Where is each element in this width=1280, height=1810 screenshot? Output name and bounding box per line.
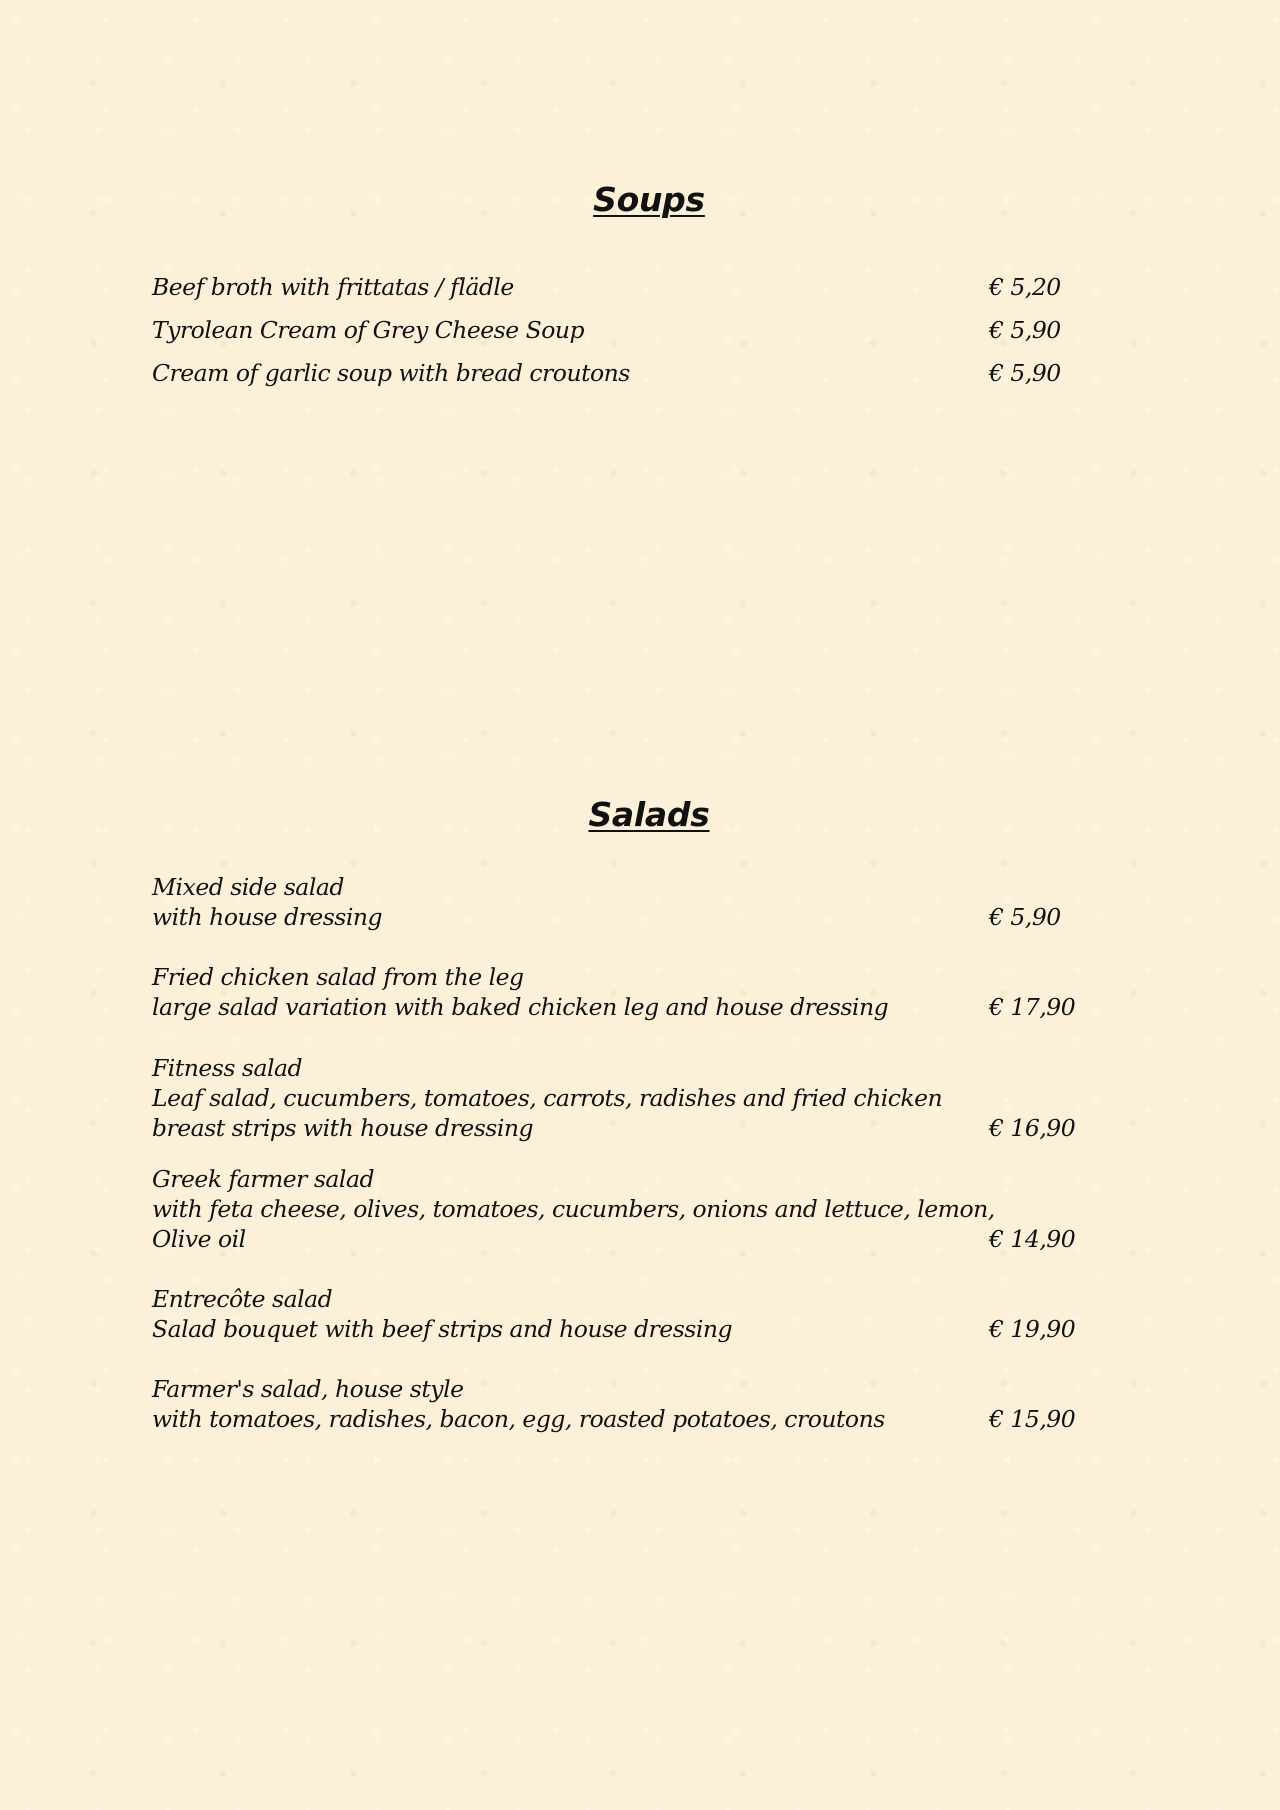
salads-heading: Salads <box>588 795 710 834</box>
item-name: Mixed side salad <box>152 873 344 901</box>
item-name: Greek farmer salad <box>152 1165 375 1193</box>
item-name: Fitness salad <box>152 1054 303 1082</box>
item-name: Farmer's salad, house style <box>152 1375 464 1403</box>
item-description: breast strips with house dressing <box>152 1114 534 1142</box>
item-price: € 5,90 <box>989 903 1061 931</box>
menu-item-salad <box>152 1284 1076 1344</box>
item-name: Beef broth with frittatas / flädle <box>152 273 514 301</box>
item-description: with feta cheese, olives, tomatoes, cucumbers, onions and lettuce, lemon, <box>152 1195 995 1223</box>
item-price: € 17,90 <box>989 993 1076 1021</box>
menu-item-salad <box>152 872 1072 932</box>
soups-heading: Soups <box>593 180 705 219</box>
item-description: large salad variation with baked chicken leg and house dressing <box>152 993 889 1021</box>
menu-item-soup <box>152 309 1072 351</box>
item-price: € 5,90 <box>989 316 1061 344</box>
item-description: with house dressing <box>152 903 383 931</box>
item-name: Tyrolean Cream of Grey Cheese Soup <box>152 316 585 344</box>
menu-item-salad <box>152 962 1076 1022</box>
menu-item-soup <box>152 352 1072 394</box>
item-description: Salad bouquet with beef strips and house dressing <box>152 1315 733 1343</box>
menu-item-soup <box>152 266 1072 308</box>
item-name: Fried chicken salad from the leg <box>152 963 524 991</box>
item-price: € 14,90 <box>989 1225 1076 1253</box>
menu-item-salad <box>152 1374 1076 1434</box>
item-price: € 16,90 <box>989 1114 1076 1142</box>
item-name: Entrecôte salad <box>152 1285 333 1313</box>
item-description: Olive oil <box>152 1225 246 1253</box>
item-price: € 19,90 <box>989 1315 1076 1343</box>
item-description: with tomatoes, radishes, bacon, egg, roasted potatoes, croutons <box>152 1405 885 1433</box>
item-description: Leaf salad, cucumbers, tomatoes, carrots, radishes and fried chicken <box>152 1084 943 1112</box>
item-price: € 5,20 <box>989 273 1061 301</box>
item-price: € 5,90 <box>989 359 1061 387</box>
menu-item-salad <box>152 1164 1076 1254</box>
item-price: € 15,90 <box>989 1405 1076 1433</box>
item-name: Cream of garlic soup with bread croutons <box>152 359 630 387</box>
menu-item-salad <box>152 1053 1076 1143</box>
